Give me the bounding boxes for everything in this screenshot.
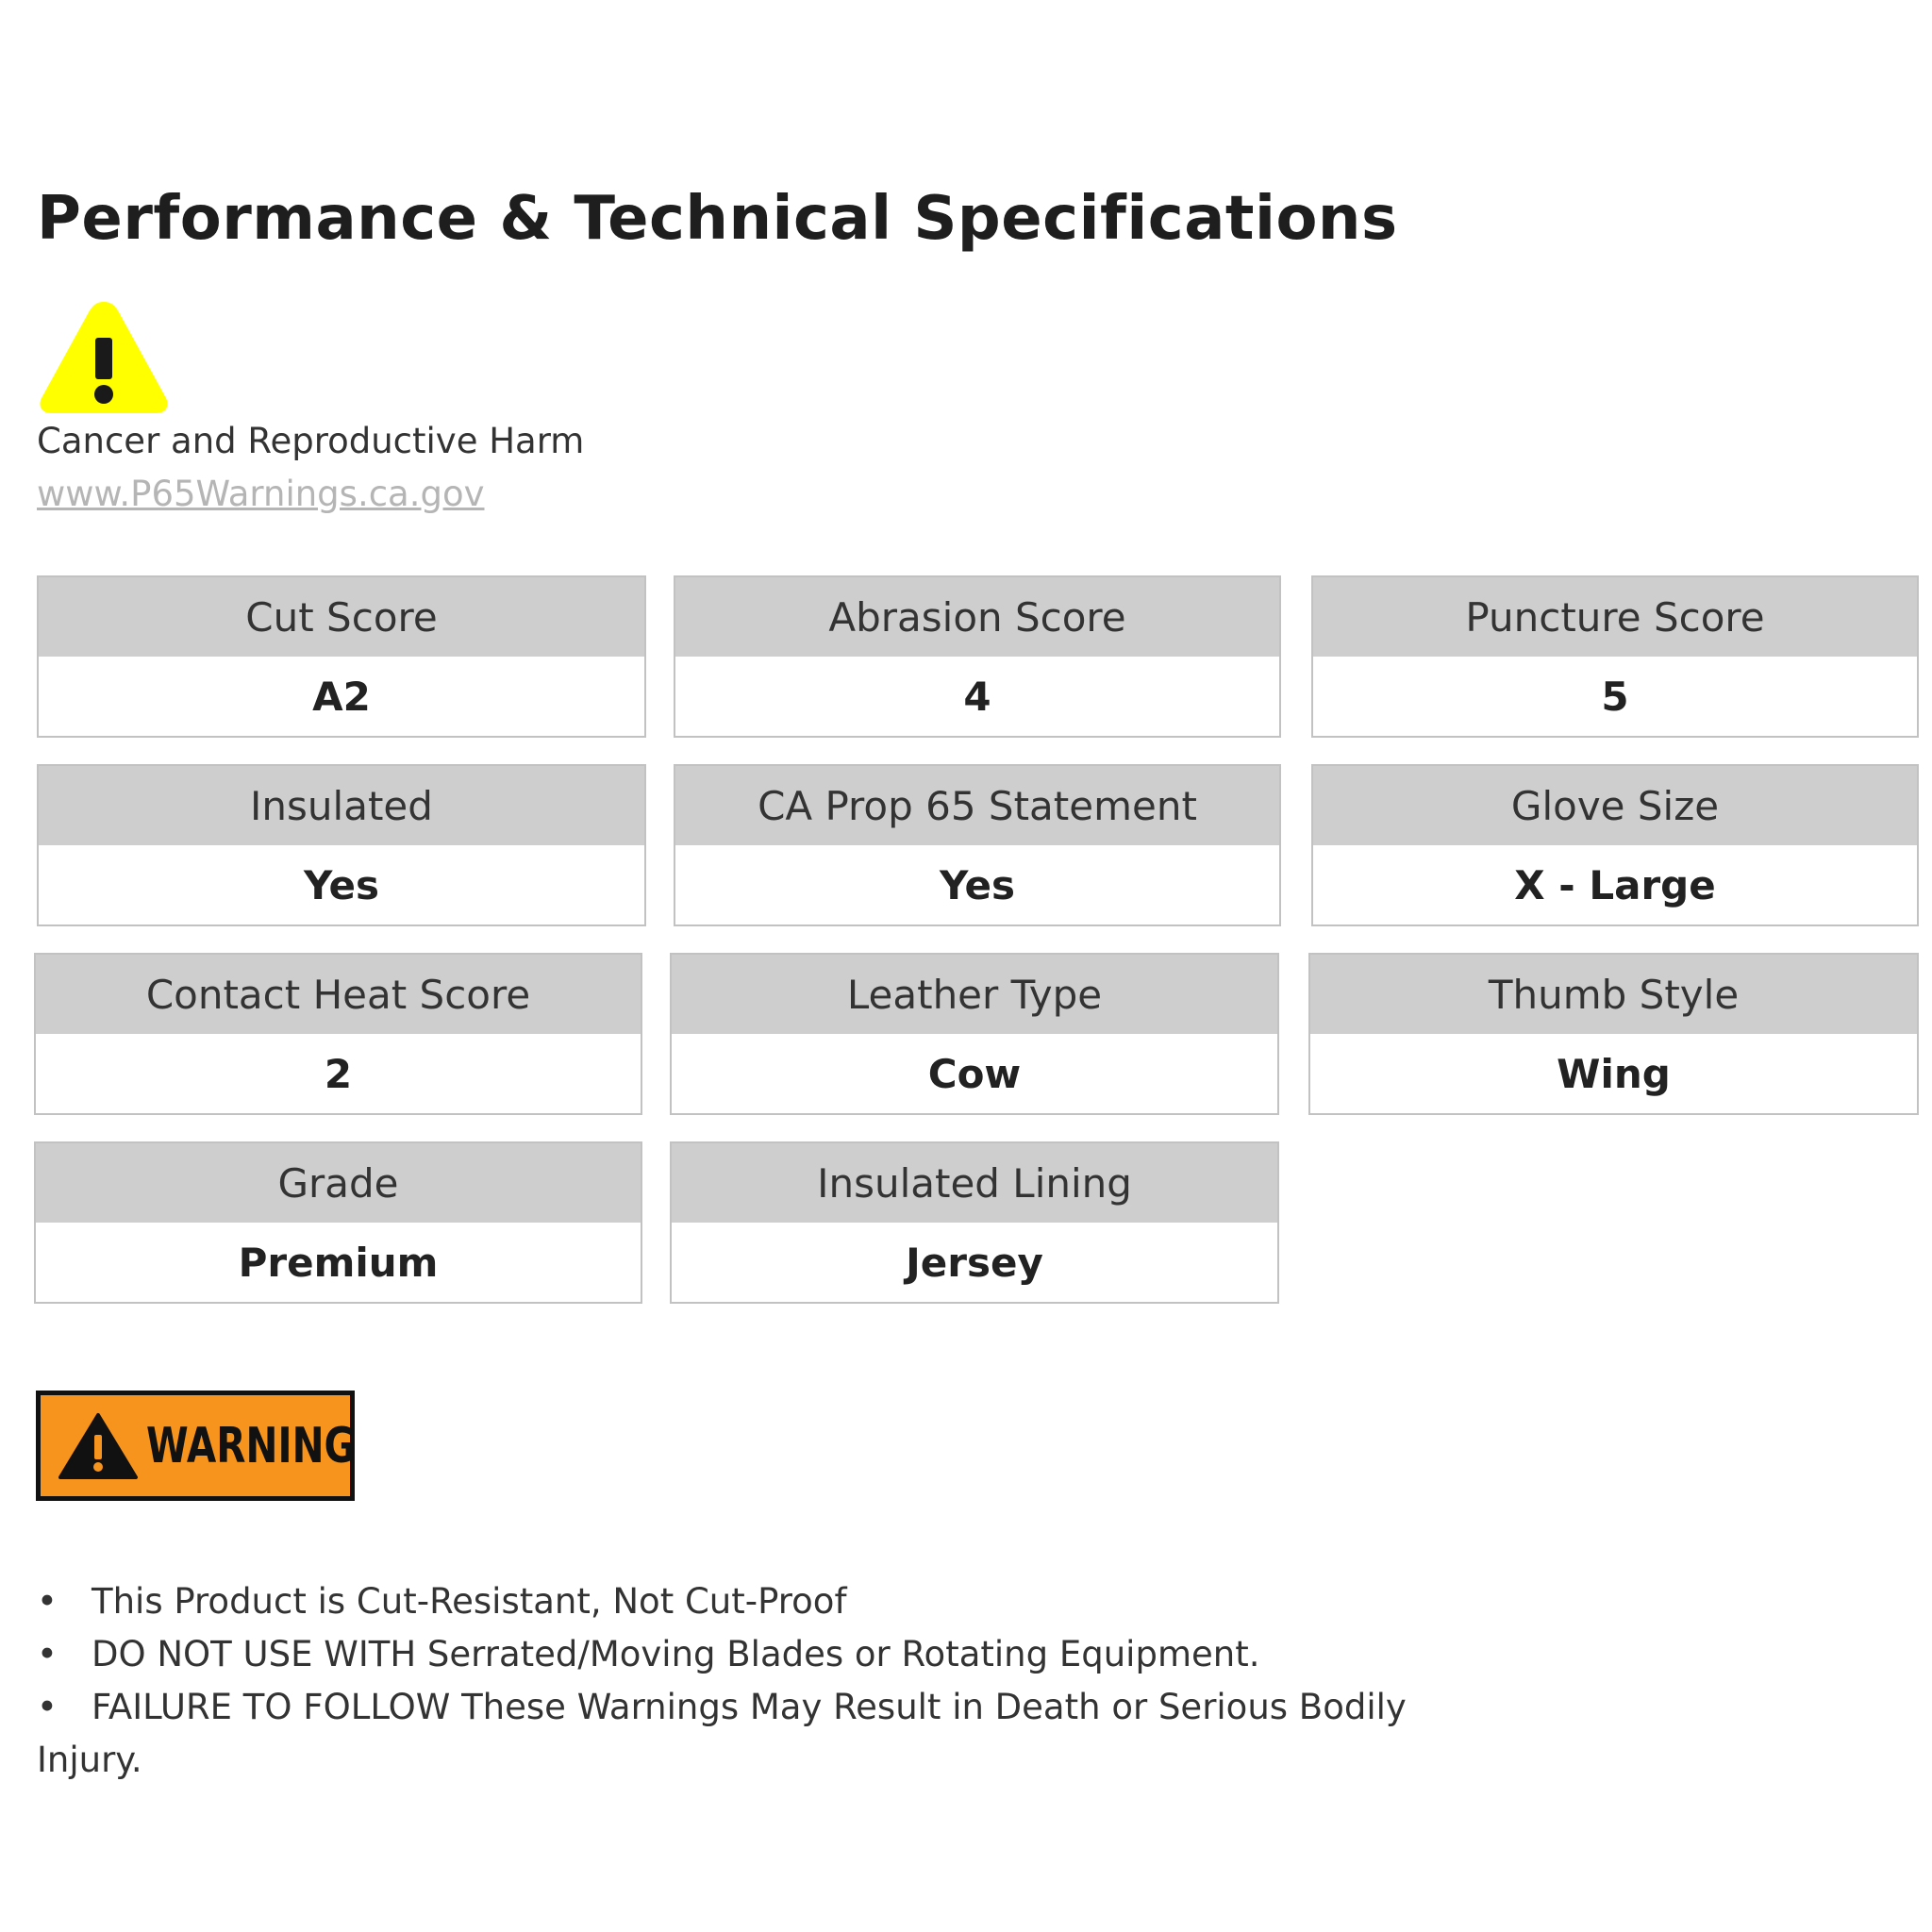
spec-label: CA Prop 65 Statement	[675, 766, 1279, 845]
spec-value: Yes	[303, 861, 380, 908]
spec-card-abrasion-score	[674, 575, 1281, 738]
page-title: Performance & Technical Specifications	[37, 184, 1398, 254]
spec-value: Premium	[238, 1239, 439, 1286]
spec-card-puncture-score	[1311, 575, 1919, 738]
bullet-icon: •	[37, 1687, 58, 1727]
spec-label: Grade	[36, 1143, 641, 1223]
spec-label: Cut Score	[39, 577, 644, 657]
spec-label: Abrasion Score	[675, 577, 1279, 657]
bullet-icon: •	[37, 1634, 58, 1674]
list-item	[37, 1628, 1490, 1681]
spec-value: 5	[1601, 673, 1629, 720]
spec-card-cut-score	[37, 575, 646, 738]
list-item	[37, 1681, 1490, 1787]
spec-card-insulated-lining	[670, 1141, 1279, 1304]
warning-item-text: This Product is Cut-Resistant, Not Cut-Proof	[92, 1581, 847, 1622]
prop65-website-link[interactable]: www.P65Warnings.ca.gov	[37, 474, 485, 514]
spec-card-insulated	[37, 764, 646, 926]
spec-value: X - Large	[1514, 861, 1716, 908]
spec-label: Thumb Style	[1310, 955, 1917, 1034]
warning-triangle-icon	[58, 1412, 139, 1480]
prop65-warning-text: Cancer and Reproductive Harm	[37, 421, 585, 461]
warning-item-text: DO NOT USE WITH Serrated/Moving Blades or Rotating Equipment.	[92, 1634, 1260, 1674]
spec-card-thumb-style	[1308, 953, 1919, 1115]
spec-value: A2	[312, 673, 371, 720]
spec-value: Jersey	[906, 1239, 1043, 1286]
spec-value: 4	[963, 673, 991, 720]
spec-value: Cow	[927, 1050, 1022, 1097]
spec-label: Leather Type	[672, 955, 1277, 1034]
spec-card-leather-type	[670, 953, 1279, 1115]
warning-item-text: FAILURE TO FOLLOW These Warnings May Result in Death or Serious Bodily Injury.	[37, 1687, 1407, 1780]
spec-label: Puncture Score	[1313, 577, 1917, 657]
spec-value: Yes	[939, 861, 1016, 908]
spec-label: Glove Size	[1313, 766, 1917, 845]
warning-list	[37, 1575, 1490, 1787]
bullet-icon: •	[37, 1581, 58, 1622]
warning-sign-text: WARNING	[146, 1417, 356, 1474]
spec-card-grade	[34, 1141, 642, 1304]
spec-card-ca-prop-65-statement	[674, 764, 1281, 926]
spec-value: Wing	[1557, 1050, 1671, 1097]
warning-sign	[36, 1391, 355, 1501]
spec-label: Insulated	[39, 766, 644, 845]
spec-label: Insulated Lining	[672, 1143, 1277, 1223]
spec-card-contact-heat-score	[34, 953, 642, 1115]
spec-card-glove-size	[1311, 764, 1919, 926]
list-item	[37, 1575, 1490, 1628]
spec-value: 2	[324, 1050, 353, 1097]
spec-label: Contact Heat Score	[36, 955, 641, 1034]
